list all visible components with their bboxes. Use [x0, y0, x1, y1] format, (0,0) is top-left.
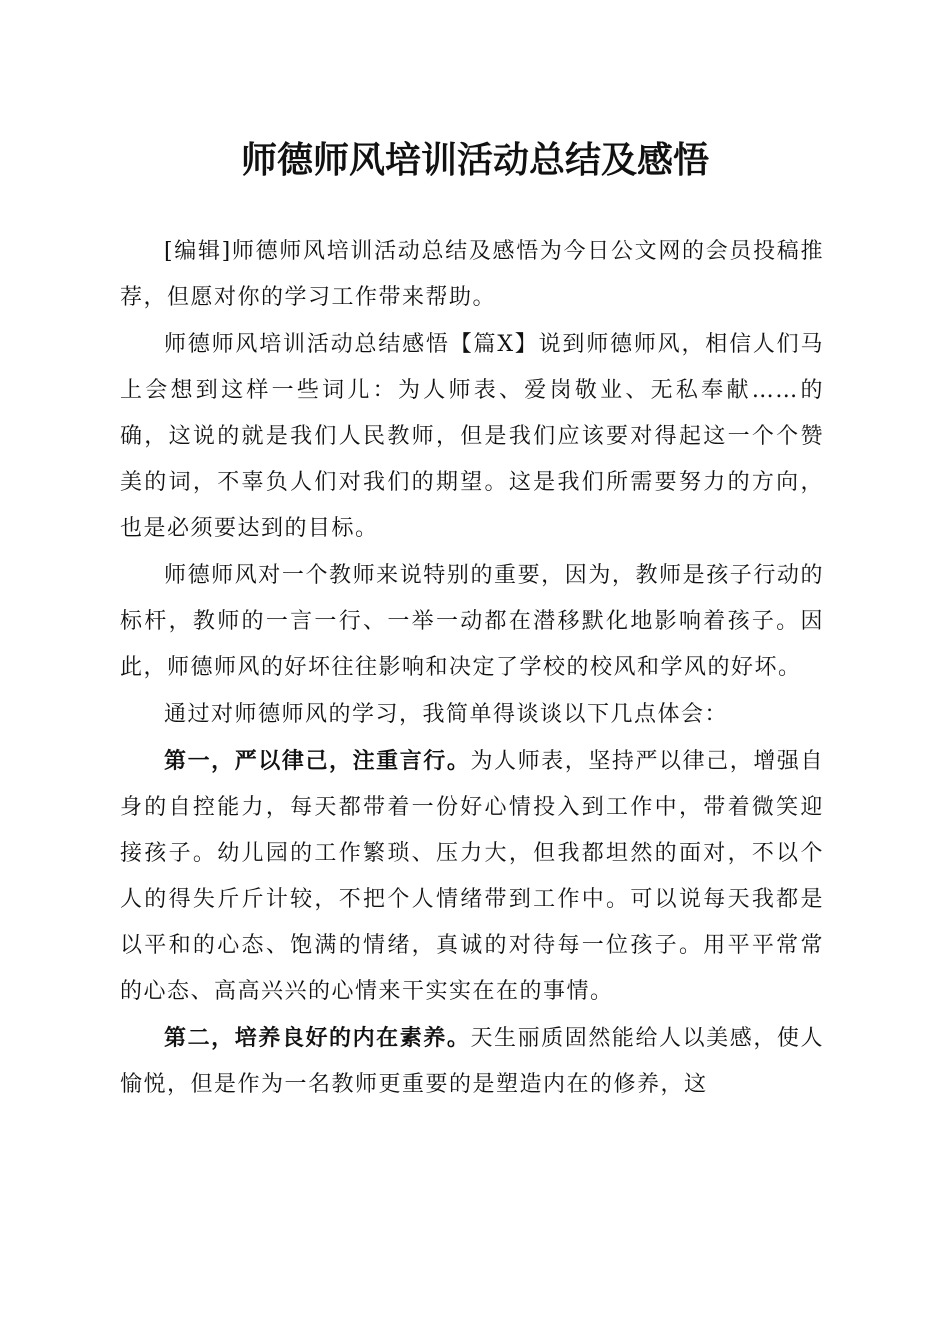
paragraph-intro	[120, 228, 824, 321]
document-title: 师德师风培训活动总结及感悟	[240, 139, 709, 181]
paragraph-lead: 第二，培养良好的内在素养。	[164, 1025, 471, 1051]
paragraph-2	[120, 552, 824, 691]
paragraph-5	[120, 1015, 824, 1108]
paragraph-text: [编辑]师德师风培训活动总结及感悟为今日公文网的会员投稿推荐，但愿对你的学习工作带来帮助。	[120, 239, 824, 310]
paragraph-3	[120, 691, 824, 738]
document-body	[120, 228, 824, 1108]
paragraph-text: 为人师表，坚持严以律己，增强自身的自控能力，每天都带着一份好心情投入到工作中，带着微笑迎接孩子。幼儿园的工作繁琐、压力大，但我都坦然的面对，不以个人的得失斤斤计较，不把个人情绪带到工作中。可以说每天我都是以平和的心态、饱满的情绪，真诚的对待每一位孩子。用平平常常的心态、高高兴兴的心情来干实实在在的事情。	[120, 749, 824, 1004]
paragraph-4	[120, 738, 824, 1015]
paragraph-text: 通过对师德师风的学习，我简单得谈谈以下几点体会：	[164, 702, 729, 727]
paragraph-1	[120, 321, 824, 552]
paragraph-text: 天生丽质固然能给人以美感，使人愉悦，但是作为一名教师更重要的是塑造内在的修养，这	[120, 1026, 824, 1097]
paragraph-lead: 第一，严以律己，注重言行。	[164, 748, 471, 774]
paragraph-text: 师德师风对一个教师来说特别的重要，因为，教师是孩子行动的标杆，教师的一言一行、一举一动都在潜移默化地影响着孩子。因此，师德师风的好坏往往影响和决定了学校的校风和学风的好坏。	[120, 563, 824, 680]
paragraph-text: 师德师风培训活动总结感悟【篇X】说到师德师风，相信人们马上会想到这样一些词儿：为人师表、爱岗敬业、无私奉献……的确，这说的就是我们人民教师，但是我们应该要对得起这一个个赞美的词，不辜负人们对我们的期望。这是我们所需要努力的方向，也是必须要达到的目标。	[120, 332, 824, 541]
